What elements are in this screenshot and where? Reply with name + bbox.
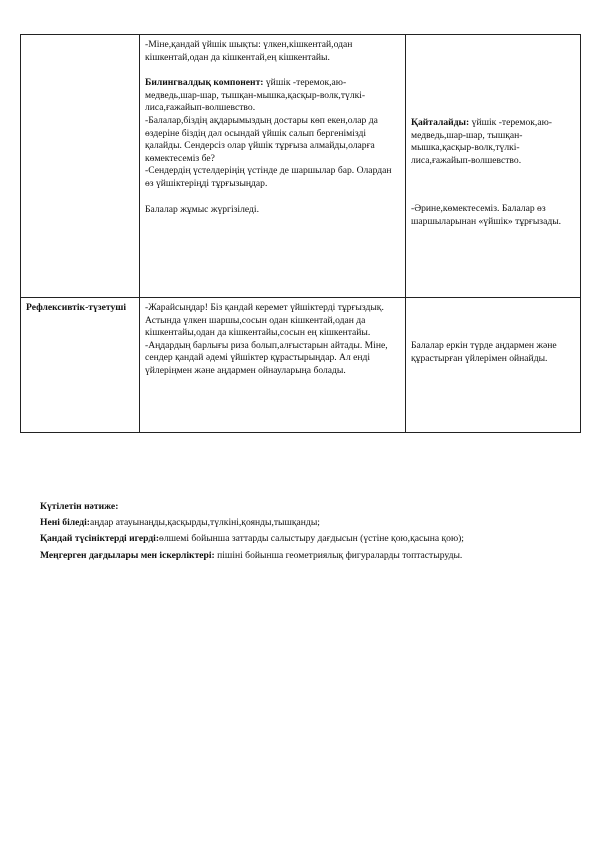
teacher-paragraph: -Балалар,біздің ақдарымыздың достары көп екен,олар да өздеріне біздің дәл осындай үйшік салып бергенімізді қалайды. Сендерсіз олар үйшік тұрғыза алмайды,оларға көмектесеміз бе? <box>145 114 378 164</box>
outcome-know <box>40 516 560 529</box>
stage-cell <box>21 298 140 433</box>
bilingual-text: үйшік -теремок,аю-медведь,шар-шар, тышқан-мышка,қасқыр-волк,түлкі-лиса,ғажайып-волшевство. <box>145 77 366 114</box>
table-row <box>21 298 581 433</box>
table-row <box>21 35 581 298</box>
teacher-paragraph: Балалар жұмыс жүргізіледі. <box>145 203 259 215</box>
teacher-paragraph: -Міне,қандай үйшік шықты: үлкен,кішкентай,одан кішкентай,одан да кішкентай,ең кішкентайы. <box>145 39 353 63</box>
outcome-concepts <box>40 532 560 545</box>
outcomes-title: Күтілетін нәтиже: <box>40 501 119 512</box>
stage-title: Рефлексивтік-түзетуші <box>26 302 127 313</box>
outcome-concepts-label: Қандай түсініктерді игерді: <box>40 533 160 545</box>
repeat-label: Қайталайды: <box>411 117 470 128</box>
outcome-skills-label: Меңгерген дағдылары мен іскерліктері: <box>40 549 215 561</box>
bilingual-label: Билингвалдық компонент: <box>145 77 264 89</box>
children-activity-cell <box>406 298 581 433</box>
repeat-text: үйшік -теремок,аю-медведь,шар-шар, тышқан-мышка,қасқыр-волк,түлкі-лиса,ғажайып-волшевство. <box>411 117 552 166</box>
outcome-concepts-text: өлшемі бойынша заттарды салыстыру дағдысын (үстіне қою,қасына қою); <box>159 533 464 545</box>
children-paragraph: -Әрине,көмектесеміз. Балалар өз шаршыларынан «үйшік» тұрғызады. <box>411 203 562 227</box>
teacher-paragraph: -Сендердің үстелдеріңің үстінде де шаршылар бар. Олардан өз үйшіктеріңді тұрғызыңдар. <box>145 165 392 189</box>
outcome-know-label: Нені біледі: <box>40 517 91 529</box>
outcome-skills-text: пішіні бойынша геометриялық фигураларды топтастыруды. <box>214 549 463 561</box>
children-activity-cell <box>406 35 581 298</box>
outcome-skills <box>40 549 560 562</box>
teacher-activity-cell <box>140 35 406 298</box>
repeat-block <box>411 117 575 167</box>
children-paragraph: Балалар еркін түрде аңдармен және құрастырған үйлерімен ойнайды. <box>411 340 557 364</box>
lesson-plan-table <box>20 34 581 433</box>
teacher-paragraph: -Жарайсыңдар! Біз қандай керемет үйшіктерді тұрғыздық. Астында үлкен шаршы,сосын одан кішкентай,одан да кішкентайы,одан да кішкентайы,сосын ең кішкентайы. <box>145 302 384 339</box>
teacher-activity-cell <box>140 298 406 433</box>
stage-cell <box>21 35 140 298</box>
expected-outcomes <box>40 500 560 565</box>
bilingual-component <box>145 77 400 115</box>
teacher-paragraph: -Аңдардың барлығы риза болып,алғыстарын айтады. Міне, сендер қандай әдемі үйшіктер құрастырыңдар. Ал енді үйлеріңмен және аңдармен ойнауларыңа болады. <box>145 339 388 376</box>
outcome-know-text: аңдар атауынаңды,қасқырды,түлкіні,қоянды,тышқанды; <box>90 517 320 529</box>
